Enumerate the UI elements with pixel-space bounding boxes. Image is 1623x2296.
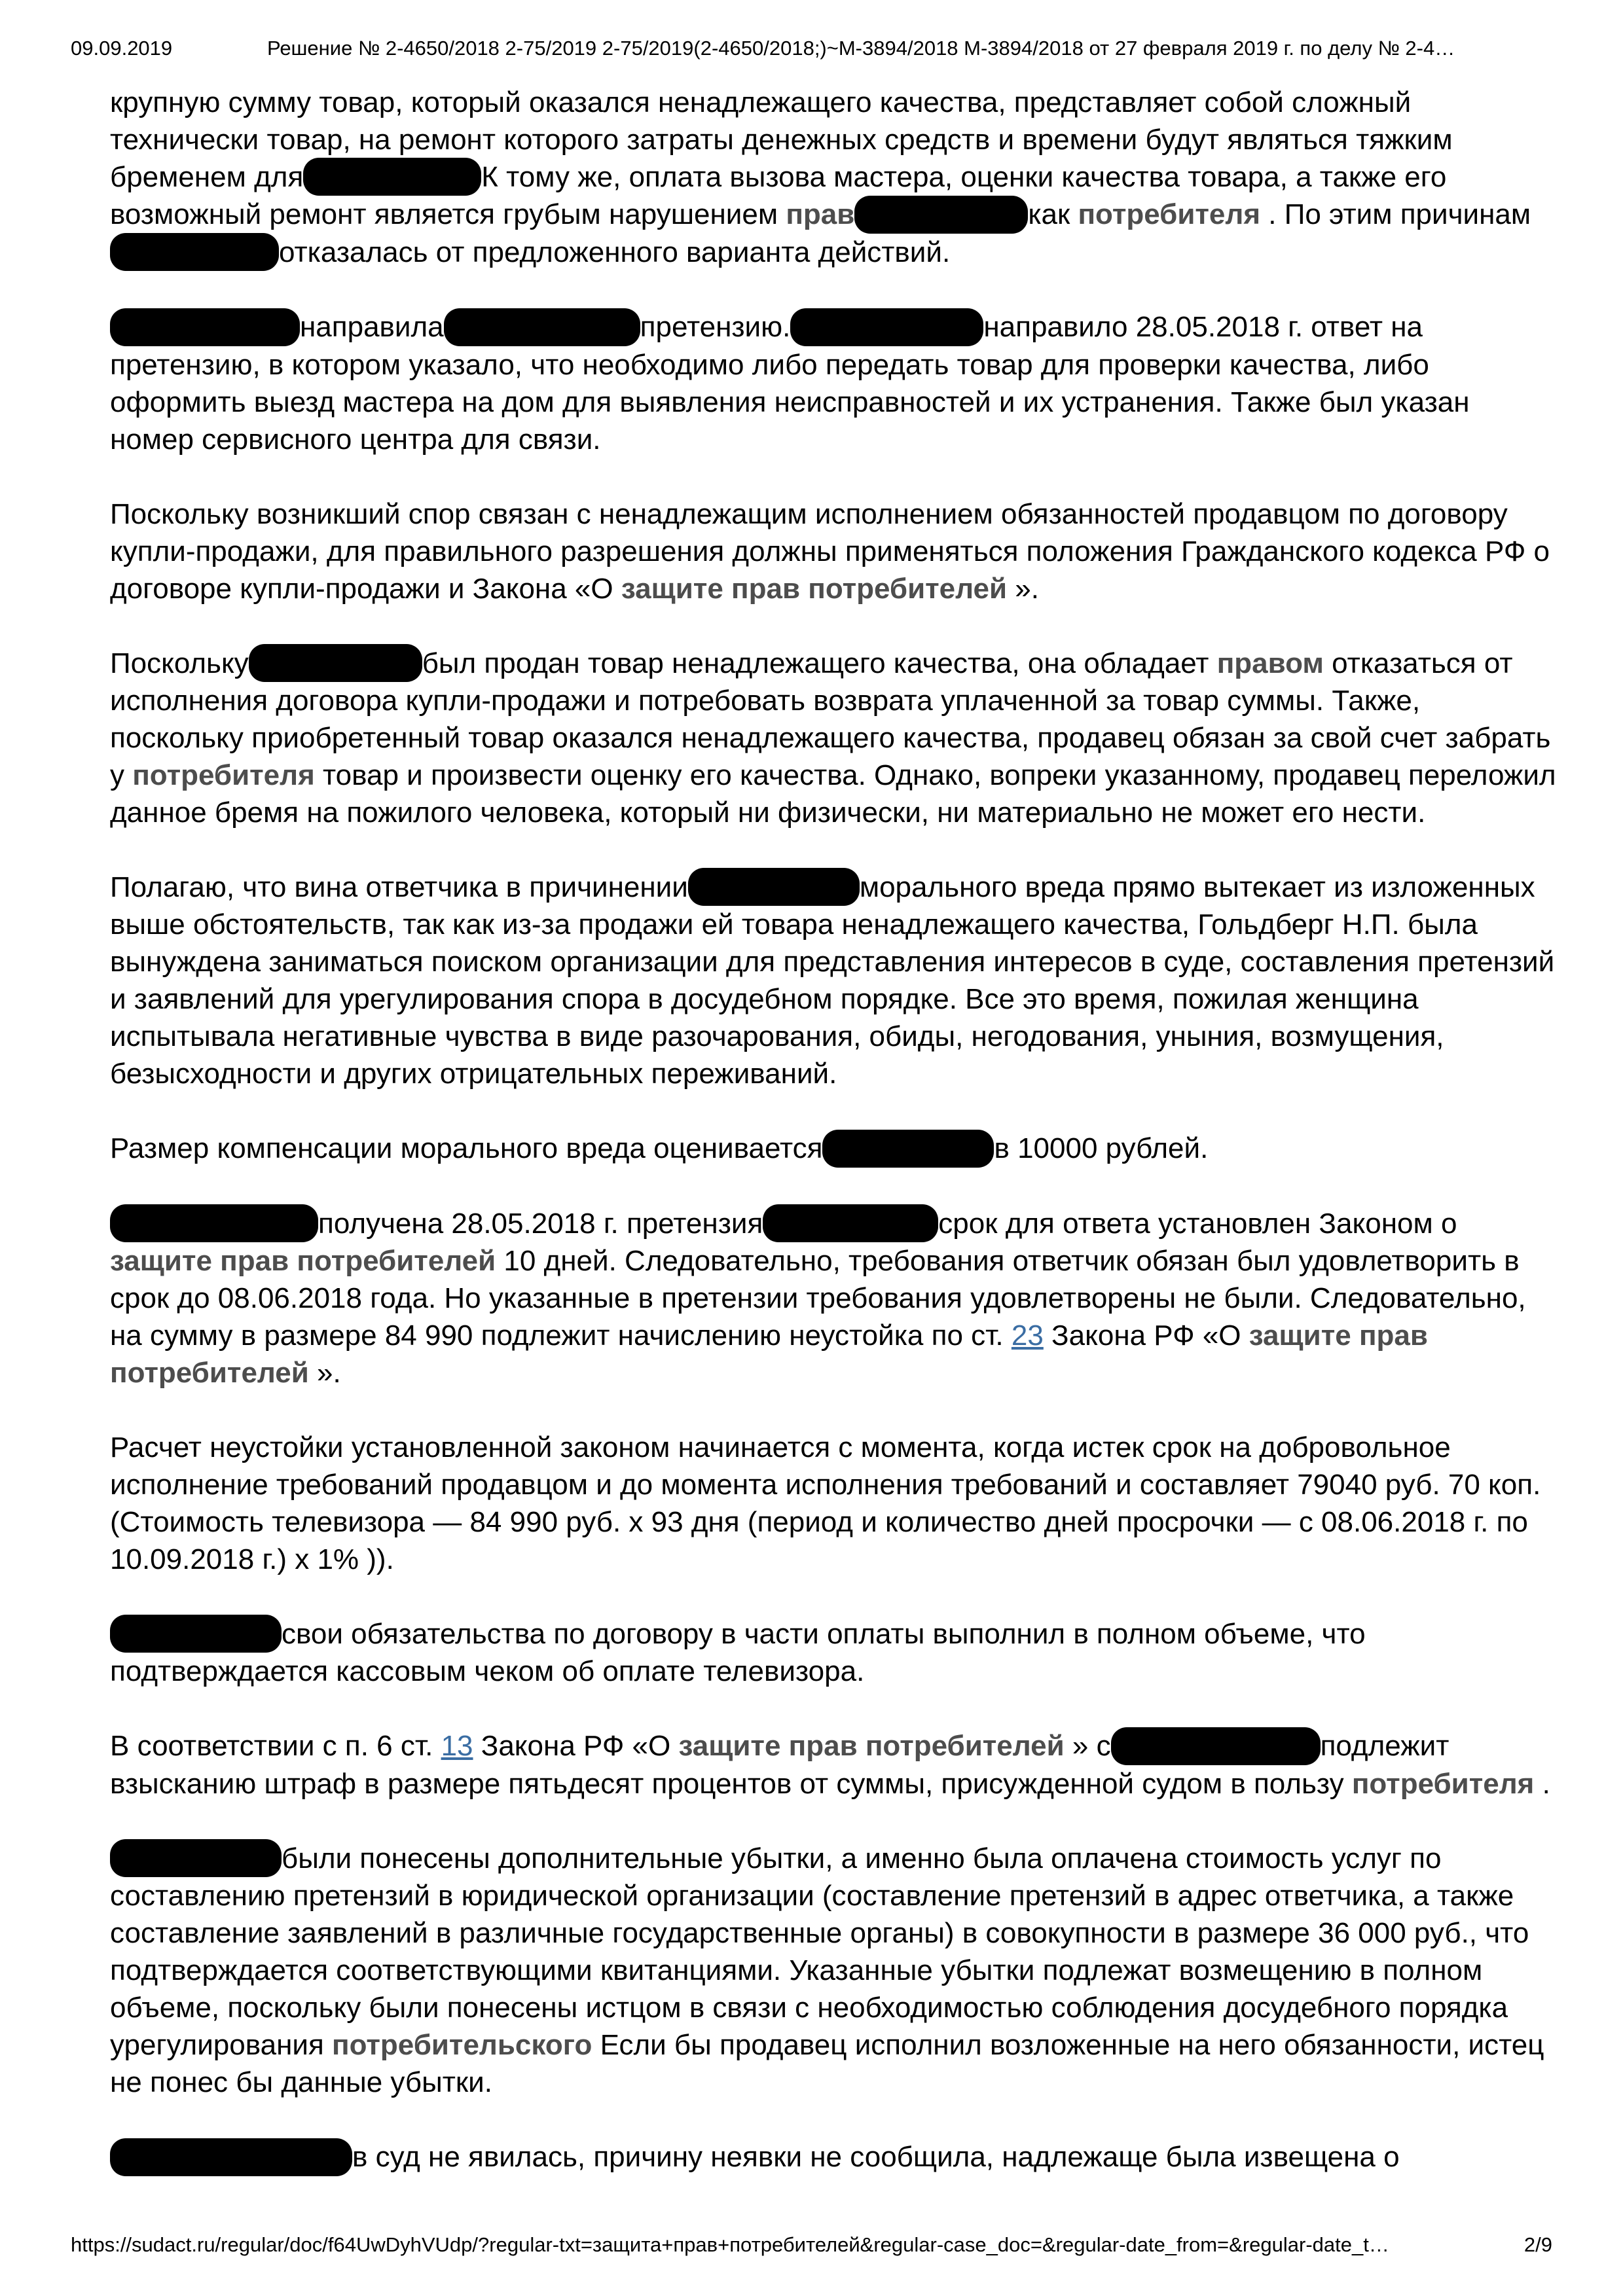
paragraph-text: Размер компенсации морального вреда оценивается xyxy=(110,1132,823,1165)
document-paragraph xyxy=(110,1205,1558,1391)
paragraph-text: направило 28.05.2018 г. ответ на претензию, в котором указало, что необходимо либо передать товар для проверки качества, либо оформить выезд мастера на дом для выявления неисправностей и их устранения. Также был указан номер сервисного центра для связи. xyxy=(110,311,1470,456)
paragraph-text: товар и произвести оценку его качества. Однако, вопреки указанному, продавец переложил данное бремя на пожилого человека, который ни физически, ни материально не может его нести. xyxy=(110,759,1556,829)
highlighted-term: защите прав потребителей xyxy=(621,572,1008,605)
redaction-bar xyxy=(110,233,279,271)
highlighted-term: потребителя xyxy=(1351,1767,1535,1800)
paragraph-text: . xyxy=(1534,1767,1550,1800)
highlighted-term: потребителя xyxy=(1078,198,1261,231)
header-date: 09.09.2019 xyxy=(71,37,173,60)
paragraph-text: в суд не явилась, причину неявки не сообщила, надлежаще была извещена о xyxy=(352,2141,1400,2174)
redaction-bar xyxy=(688,868,860,906)
page-number: 2/9 xyxy=(1523,2233,1552,2256)
highlighted-term: прав xyxy=(786,198,855,231)
paragraph-text: ». xyxy=(1007,572,1039,605)
paragraph-text: как xyxy=(1028,198,1078,231)
paragraph-text: Поскольку xyxy=(110,647,249,679)
redaction-bar xyxy=(790,308,983,346)
highlighted-term: защите прав потребителей xyxy=(110,1245,496,1277)
redaction-bar xyxy=(110,1615,282,1653)
paragraph-text: К тому же, оплата вызова мастера, оценки качества товара, а также его возможный ремонт является грубым нарушением xyxy=(110,161,1447,231)
paragraph-text: » с xyxy=(1064,1730,1111,1763)
paragraph-text: подлежит взысканию штраф в размере пятьдесят процентов от суммы, присужденной судом в пользу xyxy=(110,1730,1450,1800)
paragraph-text: получена 28.05.2018 г. претензия xyxy=(318,1207,763,1240)
page-title: Решение № 2-4650/2018 2-75/2019 2-75/2019(2-4650/2018;)~М-3894/2018 М-3894/2018 от 27 февраля 2019 г. по делу № 2-4… xyxy=(267,37,1455,60)
redaction-bar xyxy=(1111,1727,1321,1765)
paragraph-text: Поскольку возникший спор связан с ненадлежащим исполнением обязанностей продавцом по договору купли-продажи, для правильного разрешения должны применяться положения Гражданского кодекса РФ о договоре купли-продажи и Закона «О xyxy=(110,497,1550,605)
document-paragraph xyxy=(110,1429,1558,1578)
statute-link[interactable]: 13 xyxy=(441,1730,473,1763)
highlighted-term: защите прав потребителей xyxy=(110,1319,1428,1389)
redaction-bar xyxy=(303,158,481,196)
paragraph-text: ». xyxy=(308,1357,341,1389)
highlighted-term: правом xyxy=(1216,647,1324,679)
paragraph-text: Если бы продавец исполнил возложенные на него обязанности, истец не понес бы данные убытки. xyxy=(110,2029,1544,2099)
document-paragraph xyxy=(110,2138,1558,2176)
paragraph-text: крупную сумму товар, который оказался ненадлежащего качества, представляет собой сложный технически товар, на ремонт которого затраты денежных средств и времени будут являться тяжким бременем для xyxy=(110,86,1453,193)
paragraph-text: Полагаю, что вина ответчика в причинении xyxy=(110,870,688,903)
redaction-bar xyxy=(444,308,640,346)
paragraph-text: В соответствии с п. 6 ст. xyxy=(110,1730,441,1763)
redaction-bar xyxy=(822,1130,994,1168)
document-paragraph xyxy=(110,1615,1558,1690)
document-paragraph xyxy=(110,645,1558,831)
paragraph-text: направила xyxy=(300,311,444,344)
paragraph-text: свои обязательства по договору в части оплаты выполнил в полном объеме, что подтверждается кассовым чеком об оплате телевизора. xyxy=(110,1618,1366,1688)
redaction-bar xyxy=(110,1204,318,1242)
paragraph-text: морального вреда прямо вытекает из изложенных выше обстоятельств, так как из-за продажи ей товара ненадлежащего качества, Гольдберг Н.П. была вынуждена заниматься поиском организации для представления интересов в суде, составления претензий и заявлений для урегулирования спора в досудебном порядке. Все это время, пожилая женщина испытывала негативные чувства в виде разочарования, обиды, негодования, уныния, возмущения, безысходности и других отрицательных переживаний. xyxy=(110,870,1555,1090)
footer-url: https://sudact.ru/regular/doc/f64UwDyhVUdp/?regular-txt=защита+прав+потребителей&regular-case_doc=&regular-date_from=&regular-date_t… xyxy=(71,2233,1389,2256)
redaction-bar xyxy=(854,196,1028,234)
statute-link[interactable]: 23 xyxy=(1011,1319,1044,1352)
document-paragraph xyxy=(110,869,1558,1092)
highlighted-term: защите прав потребителей xyxy=(678,1730,1065,1763)
paragraph-text: был продан товар ненадлежащего качества, она обладает xyxy=(422,647,1217,679)
document-paragraph xyxy=(110,1840,1558,2101)
redaction-bar xyxy=(110,1839,282,1877)
redaction-bar xyxy=(110,2138,352,2176)
document-paragraph xyxy=(110,308,1558,457)
redaction-bar xyxy=(763,1204,938,1242)
paragraph-text: срок для ответа установлен Законом о xyxy=(938,1207,1457,1240)
highlighted-term: потребителя xyxy=(132,759,315,791)
paragraph-text: отказаться от исполнения договора купли-продажи и потребовать возврата уплаченной за товар суммы. Также, поскольку приобретенный товар оказался ненадлежащего качества, продавец обязан за свой счет забрать у xyxy=(110,647,1551,791)
paragraph-text: в 10000 рублей. xyxy=(994,1132,1209,1165)
redaction-bar xyxy=(110,308,300,346)
paragraph-text: Закона РФ «О xyxy=(473,1730,679,1763)
document-paragraph xyxy=(110,1727,1558,1802)
document-paragraph xyxy=(110,495,1558,607)
paragraph-text: Закона РФ «О xyxy=(1043,1319,1249,1352)
paragraph-text: 10 дней. Следовательно, требования ответчик обязан был удовлетворить в срок до 08.06.2018 года. Но указанные в претензии требования удовлетворены не были. Следовательно, на сумму в размере 84 990 подлежит начислению неустойка по ст. xyxy=(110,1245,1526,1352)
redaction-bar xyxy=(249,644,422,682)
document-paragraph xyxy=(110,84,1558,271)
paragraph-text: . По этим причинам xyxy=(1260,198,1531,231)
document-body xyxy=(110,84,1558,2214)
document-paragraph xyxy=(110,1130,1558,1167)
highlighted-term: потребительского xyxy=(332,2029,593,2062)
paragraph-text: отказалась от предложенного варианта действий. xyxy=(279,236,951,268)
paragraph-text: Расчет неустойки установленной законом начинается с момента, когда истек срок на добровольное исполнение требований продавцом и до момента исполнения требований и составляет 79040 руб. 70 коп. (Стоимость телевизора — 84 990 руб. х 93 дня (период и количество дней просрочки — с 08.06.2018 г. по 10.09.2018 г.) х 1% )). xyxy=(110,1431,1541,1575)
paragraph-text: претензию. xyxy=(640,311,791,344)
paragraph-text: были понесены дополнительные убытки, а именно была оплачена стоимость услуг по составлению претензий в юридической организации (составление претензий в адрес ответчика, а также составление заявлений в различные государственные органы) в совокупности в размере 36 000 руб., что подтверждается соответствующими квитанциями. Указанные убытки подлежат возмещению в полном объеме, поскольку были понесены истцом в связи с необходимостью соблюдения досудебного порядка урегулирования xyxy=(110,1842,1529,2062)
